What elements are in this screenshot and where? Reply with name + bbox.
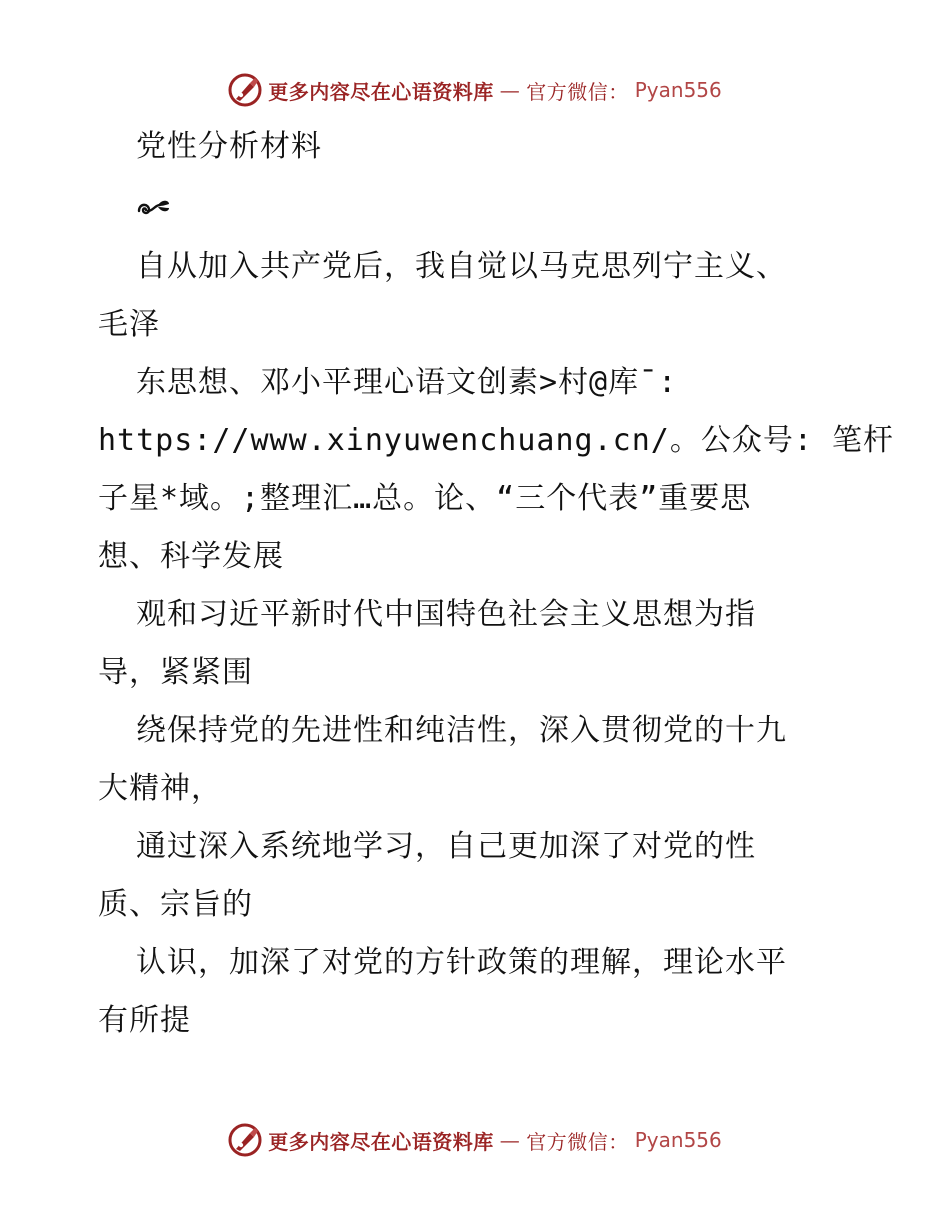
body-line: 大精神， (98, 771, 222, 806)
footer-title: 更多内容尽在心语资料库 (268, 1129, 494, 1154)
header-wechat-label: 官方微信： (526, 79, 629, 104)
header-dash: — (499, 78, 521, 102)
header-wechat-id: Pyan556 (634, 78, 722, 102)
pen-logo-icon (228, 73, 262, 107)
header-banner (0, 70, 950, 110)
body-line: 认识，加深了对党的方针政策的理解，理论水平 (136, 945, 787, 980)
body-line: 毛泽 (98, 307, 160, 342)
body-line: 有所提 (98, 1003, 191, 1038)
pen-logo-icon (228, 1123, 262, 1157)
footer-wechat-label: 官方微信： (526, 1129, 629, 1154)
leaf-scroll-icon (136, 197, 170, 219)
body-line: 质、宗旨的 (98, 887, 253, 922)
header-title: 更多内容尽在心语资料库 (268, 79, 494, 104)
footer-dash: — (499, 1128, 521, 1152)
body-line: 自从加入共产党后，我自觉以马克思列宁主义、 (136, 249, 787, 284)
footer-wechat-id: Pyan556 (634, 1128, 722, 1152)
footer-banner (0, 1120, 950, 1160)
document-title: 党性分析材料 (136, 129, 322, 164)
body-line: 子星*域。;整理汇…总。论、“三个代表”重要思 (98, 481, 752, 516)
body-line: 观和习近平新时代中国特色社会主义思想为指 (136, 597, 756, 632)
body-line: 通过深入系统地学习，自己更加深了对党的性 (136, 829, 756, 864)
document-body (98, 118, 894, 1050)
body-line: 导，紧紧围 (98, 655, 253, 690)
body-line: 东思想、邓小平理心语文创素>村@库¯: (136, 365, 678, 400)
body-line: 想、科学发展 (98, 539, 284, 574)
ornament (98, 178, 858, 238)
body-line: https://www.xinyuwenchuang.cn/。公众号: 笔杆 (98, 423, 894, 458)
body-line: 绕保持党的先进性和纯洁性，深入贯彻党的十九 (136, 713, 787, 748)
